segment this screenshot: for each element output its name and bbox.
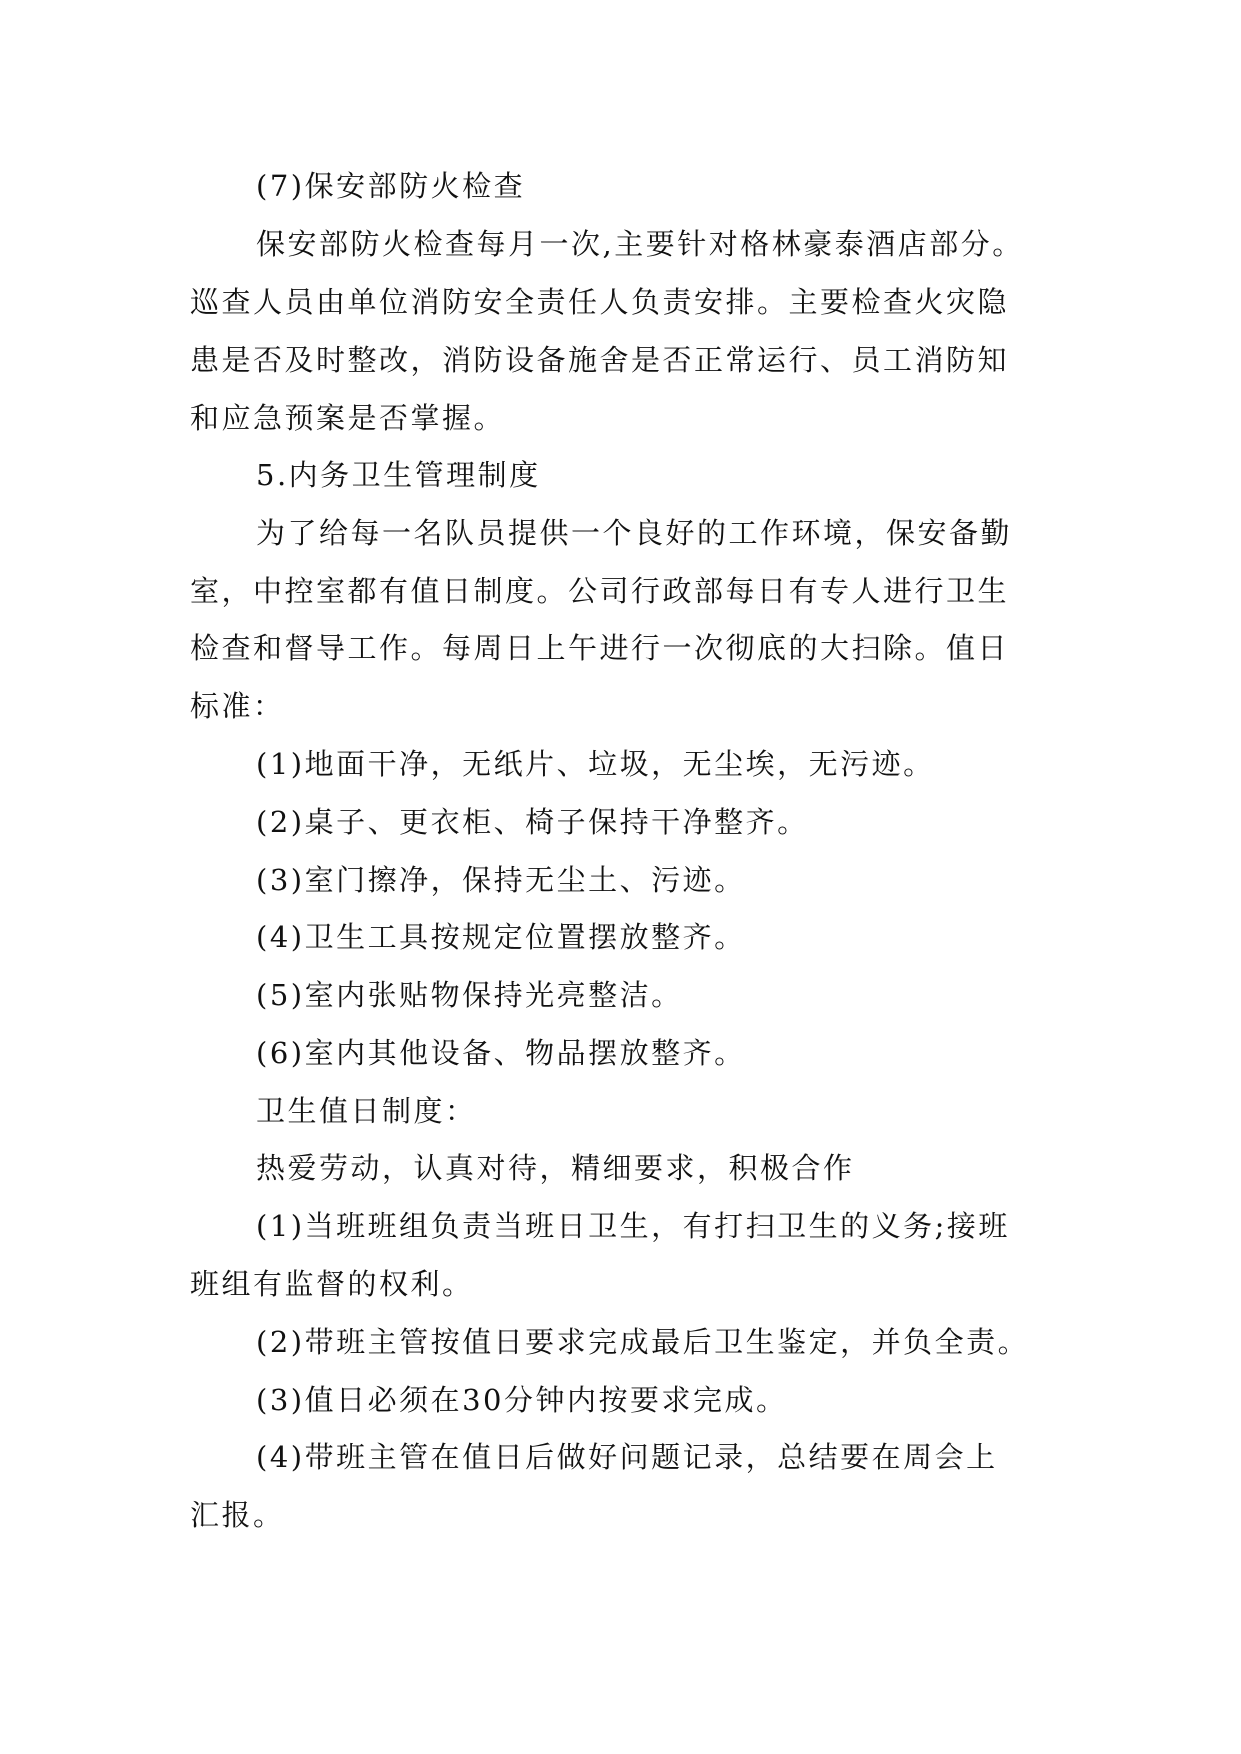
list-item: (3)室门擦净，保持无尘土、污迹。 — [256, 863, 746, 897]
section-heading: 卫生值日制度： — [256, 1094, 477, 1128]
text-line: 检查和督导工作。每周日上午进行一次彻底的大扫除。值日 — [190, 631, 1010, 665]
text-line: 巡查人员由单位消防安全责任人负责安排。主要检查火灾隐 — [190, 285, 1010, 319]
list-item: (1)地面干净，无纸片、垃圾，无尘埃，无污迹。 — [256, 747, 935, 781]
text-line: 汇报。 — [190, 1498, 285, 1532]
text-line: 班组有监督的权利。 — [190, 1267, 474, 1301]
section-heading: 5.内务卫生管理制度 — [256, 458, 541, 492]
text-line: 标准： — [190, 689, 285, 723]
list-item: (6)室内其他设备、物品摆放整齐。 — [256, 1036, 746, 1070]
text-line: 热爱劳动，认真对待，精细要求，积极合作 — [256, 1151, 855, 1185]
text-line: 和应急预案是否掌握。 — [190, 401, 506, 435]
list-item: (5)室内张贴物保持光亮整洁。 — [256, 978, 683, 1012]
list-item: (3)值日必须在30分钟内按要求完成。 — [256, 1383, 788, 1417]
list-item: (4)卫生工具按规定位置摆放整齐。 — [256, 920, 746, 954]
list-item: (1)当班班组负责当班日卫生，有打扫卫生的义务;接班 — [256, 1209, 1010, 1243]
text-line: 患是否及时整改，消防设备施舍是否正常运行、员工消防知 — [190, 343, 1010, 377]
text-line: 室，中控室都有值日制度。公司行政部每日有专人进行卫生 — [190, 574, 1010, 608]
list-item: (4)带班主管在值日后做好问题记录，总结要在周会上 — [256, 1440, 998, 1474]
text-line: 保安部防火检查每月一次,主要针对格林豪泰酒店部分。 — [256, 227, 1024, 261]
text-line: 为了给每一名队员提供一个良好的工作环境，保安备勤 — [256, 516, 1013, 550]
text-line: (7)保安部防火检查 — [256, 169, 526, 203]
list-item: (2)带班主管按值日要求完成最后卫生鉴定，并负全责。 — [256, 1325, 1030, 1359]
list-item: (2)桌子、更衣柜、椅子保持干净整齐。 — [256, 805, 809, 839]
